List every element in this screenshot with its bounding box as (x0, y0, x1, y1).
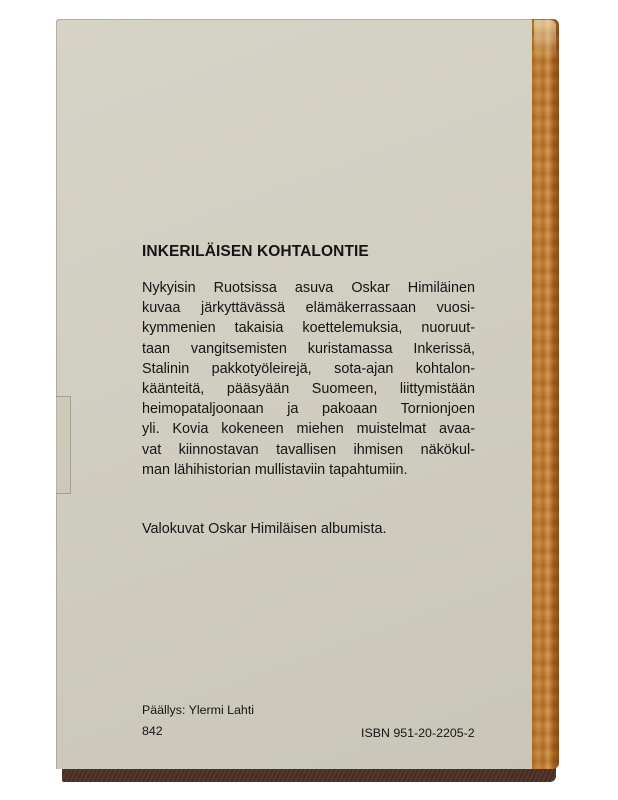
book-spine (531, 19, 559, 769)
isbn: ISBN 951-20-2205-2 (361, 726, 475, 740)
blurb-line: heimopataljoonaan ja pakoaan Tornionjoen (142, 401, 475, 418)
blurb-line: Stalinin pakkotyöleirejä, sota-ajan kohtalon- (142, 360, 475, 377)
library-label-outline (56, 396, 71, 494)
blurb (142, 278, 475, 480)
book-bottom-edge (62, 767, 556, 782)
book-title: INKERILÄISEN KOHTALONTIE (142, 243, 369, 260)
cover-design-credit: Päällys: Ylermi Lahti (142, 703, 255, 717)
photo-credits: Valokuvat Oskar Himiläisen albumista. (142, 521, 387, 537)
blurb-line: kuvaa järkyttävässä elämäkerrassaan vuosi- (142, 300, 475, 317)
blurb-line: taan vangitsemisten kuristamassa Inkerissä, (142, 340, 475, 357)
blurb-line: Nykyisin Ruotsissa asuva Oskar Himiläinen (142, 280, 475, 296)
blurb-line: vat kiinnostavan tavallisen ihmisen näkökul- (142, 441, 475, 458)
blurb-line: kymmenien takaisia koettelemuksia, nuoruut- (142, 320, 475, 337)
blurb-line: man lähihistorian mullistaviin tapahtumiin. (142, 461, 408, 478)
blurb-line: käänteitä, pääsyään Suomeen, liittymistään (142, 381, 475, 398)
spine-wear (534, 20, 556, 60)
series-number: 842 (142, 724, 163, 738)
blurb-line: yli. Kovia kokeneen miehen muistelmat avaa- (142, 421, 475, 438)
